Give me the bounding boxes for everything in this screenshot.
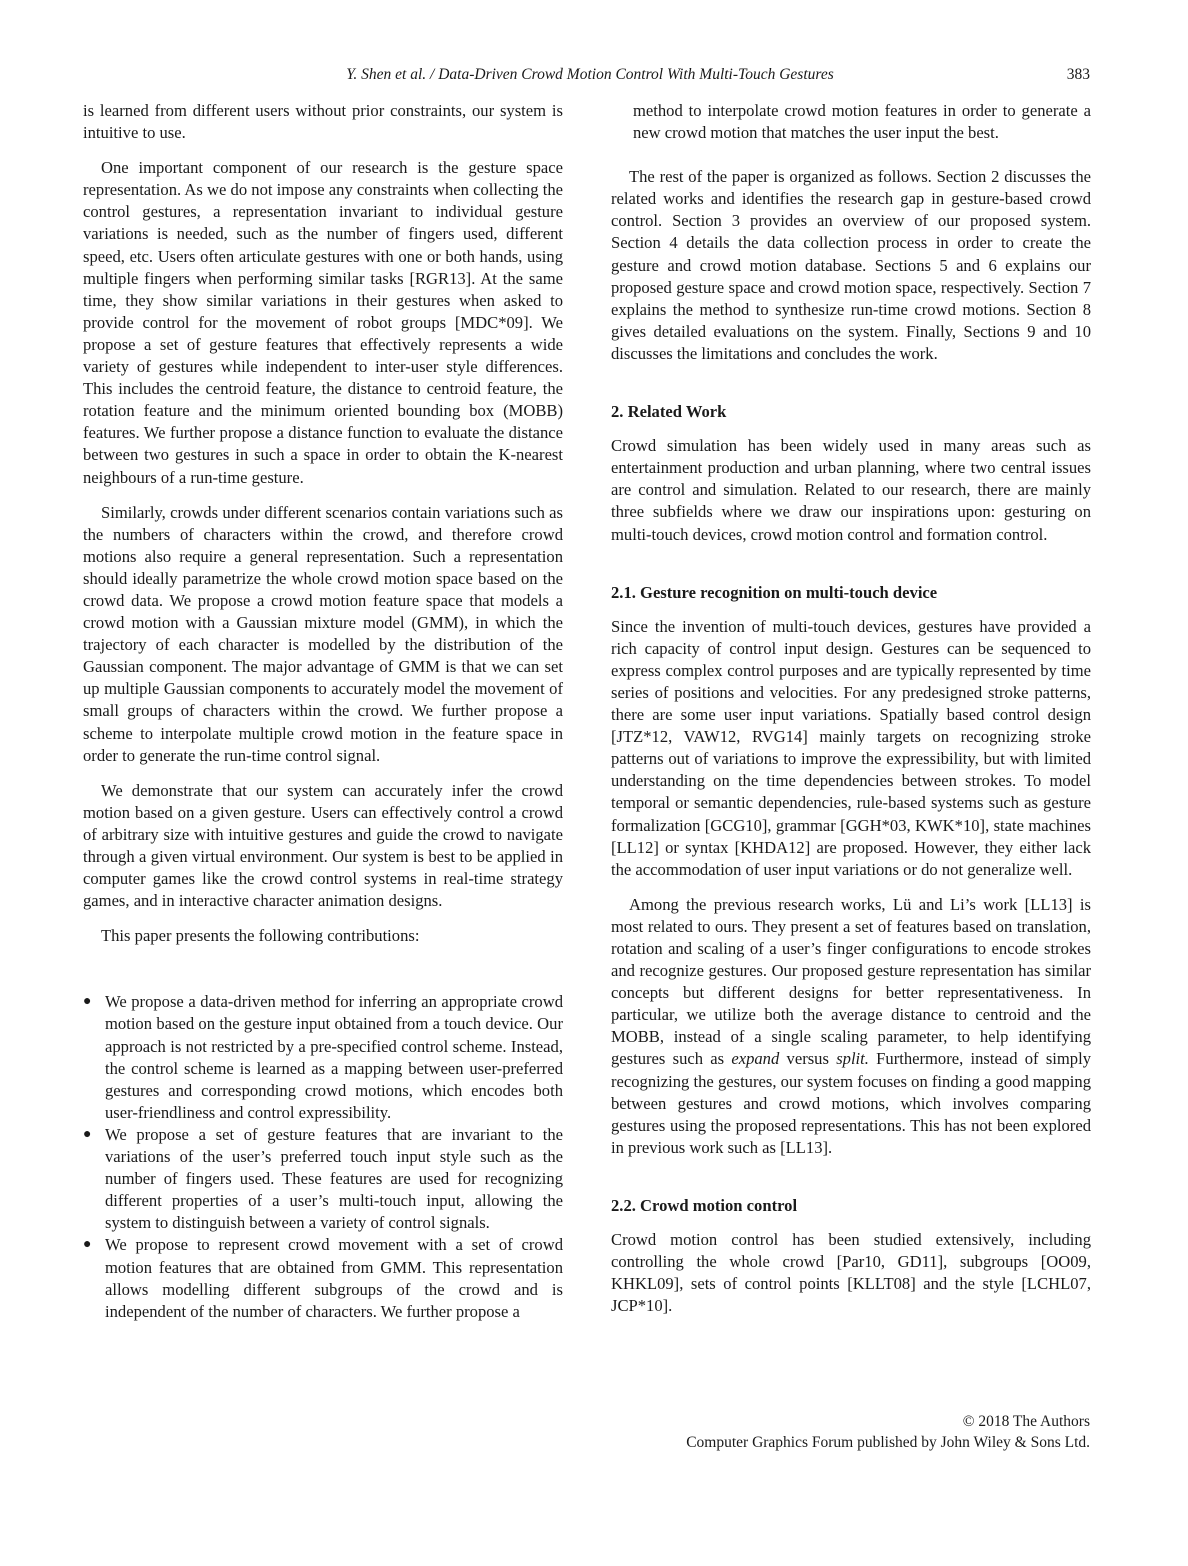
paragraph-contributions-intro: This paper presents the following contributions: [101, 926, 420, 946]
section-heading-related-work: 2. Related Work [611, 402, 727, 422]
contribution-text: We propose a set of gesture features that are invariant to the variations of the user’s preferred touch input style such as the number of fingers used. These features are used for recognizing different properties of a user’s multi-touch input, allowing the system to distinguish between a variety of control signals. [105, 1124, 563, 1233]
paragraph-gesture-recognition: Since the invention of multi-touch devices, gestures have provided a rich capacity of control input design. Gestures can be sequenced to express complex control purposes and are typically represented by time series of positions and velocities. For any predesigned stroke patterns, there are some user input variations. Spatially based control design [JTZ*12, VAW12, RVG14] mainly targets on recognizing stroke patterns out of variations to improve the expressibility, but with limited understanding on the time dependencies between strokes. To model temporal or semantic dependencies, rule-based systems such as gesture formalization [GCG10], grammar [GGH*03, KWK*10], state machines [LL12] or syntax [KHDA12] are proposed. However, they either lack the accommodation of user input variations or do not generalize well. [611, 616, 1091, 879]
bullet-icon: ● [83, 1237, 92, 1253]
paragraph-previous-work: Among the previous research works, Lü and Li’s work [LL13] is most related to ours. They present a set of features based on translation, rotation and scaling of a user’s finger configurations to encode strokes and recognize gestures. Our proposed gesture representation has similar concepts but different designs for better representativeness. In particular, we utilize both the average distance to centroid and the MOBB, instead of a single scaling parameter, to help identifying gestures such as expand versus split. Furthermore, instead of simply recognizing the gestures, our system focuses on finding a good mapping between gestures and crowd motions, which involves comparing gestures using the proposed representations. This has not been explored in previous work such as [LL13]. [611, 894, 1092, 1157]
paragraph-gesture-space: One important component of our research is the gesture space representation. As we do not impose any constraints when collecting the control gestures, a representation invariant to individual gesture variations is needed, such as the number of fingers used, different speed, etc. Users often articulate gestures with one or both hands, using multiple fingers when performing similar tasks [RGR13]. At the same time, they show similar variations in their gestures when asked to provide control for the movement of robot groups [MDC*09]. We propose a set of gesture features that effectively represents a wide variety of gestures while independent to inter-user style differences. This includes the centroid feature, the distance to centroid feature, the rotation feature and the minimum oriented bounding box (MOBB) features. We further propose a distance function to evaluate the distance between two gestures in such a space in order to obtain the K-nearest neighbours of a run-time gesture. [83, 158, 563, 487]
paragraph-demonstration: We demonstrate that our system can accurately infer the crowd motion based on a given gesture. Users can effectively control a crowd of arbitrary size with intuitive gestures and guide the crowd to navigate through a given virtual environment. Our system is best to be applied in computer games like the crowd control systems in real-time strategy games, and in interactive character animation designs. [83, 780, 563, 911]
contribution-continuation: method to interpolate crowd motion features in order to generate a new crowd motion that matches the user input the best. [633, 101, 1091, 143]
paragraph-organization: The rest of the paper is organized as follows. Section 2 discusses the related works and identifies the research gap in gesture-based crowd control. Section 3 provides an overview of our proposed system. Section 4 details the data collection process in order to create the gesture and crowd motion database. Sections 5 and 6 explains our proposed gesture space and crowd motion space, respectively. Section 7 explains the method to synthesize run-time crowd motions. Section 8 gives detailed evaluations on the system. Finally, Sections 9 and 10 discusses the limitations and concludes the work. [611, 167, 1091, 363]
contribution-item [83, 991, 563, 1124]
paragraph-related-work: Crowd simulation has been widely used in many areas such as entertainment production and urban planning, where two central issues are control and simulation. Related to our research, there are mainly three subfields where we draw our inspirations upon: gesturing on multi-touch devices, crowd motion control and formation control. [611, 436, 1091, 544]
contribution-text: We propose a data-driven method for inferring an appropriate crowd motion based on the gesture input obtained from a touch device. Our approach is not restricted by a pre-specified control scheme. Instead, the control scheme is learned as a mapping between user-preferred gestures and corresponding crowd motions, which encodes both user-friendliness and control expressibility. [105, 992, 563, 1122]
publisher-line: Computer Graphics Forum published by John Wiley & Sons Ltd. [686, 1434, 1090, 1451]
footer [686, 1411, 1090, 1453]
paragraph-crowd-motion-control: Crowd motion control has been studied extensively, including controlling the whole crowd [Par10, GD11], subgroups [OO09, KHKL09], sets of control points [KLLT08] and the style [LCHL07, JCP*10]. [611, 1230, 1091, 1316]
right-column [611, 100, 1091, 1330]
running-title: Y. Shen et al. / Data-Driven Crowd Motion Control With Multi-Touch Gestures [346, 66, 834, 83]
left-column [83, 100, 563, 1323]
running-header [0, 66, 1090, 84]
bullet-icon: ● [83, 1126, 92, 1142]
subsection-heading-crowd-motion-control: 2.2. Crowd motion control [611, 1195, 798, 1215]
contribution-text: We propose to represent crowd movement with a set of crowd motion features that are obtained from GMM. This representation allows modelling different subgroups of the crowd and is independent of the number of characters. We further propose a [105, 1235, 563, 1321]
contributions-list [83, 991, 563, 1322]
copyright-line: © 2018 The Authors [962, 1413, 1090, 1430]
paragraph-crowd-representation: Similarly, crowds under different scenarios contain variations such as the numbers of characters within the crowd, and therefore crowd motions also require a general representation. Such a representation should ideally parametrize the whole crowd motion space based on the crowd data. We propose a crowd motion feature space that models a crowd motion with a Gaussian mixture model (GMM), in which the trajectory of each character is modelled by the distribution of the Gaussian component. The major advantage of GMM is that we can set up multiple Gaussian components to accurately model the movement of small groups of characters within the crowd. We further propose a scheme to interpolate multiple crowd motion in the feature space in order to generate the run-time control signal. [83, 502, 563, 765]
paragraph-continuation: is learned from different users without prior constraints, our system is intuitive to use. [83, 101, 563, 143]
page-number: 383 [1066, 66, 1090, 83]
subsection-heading-gesture-recognition: 2.1. Gesture recognition on multi-touch device [611, 582, 938, 602]
contribution-item [83, 1124, 563, 1234]
bullet-icon: ● [83, 994, 92, 1010]
contribution-item [83, 1234, 563, 1322]
